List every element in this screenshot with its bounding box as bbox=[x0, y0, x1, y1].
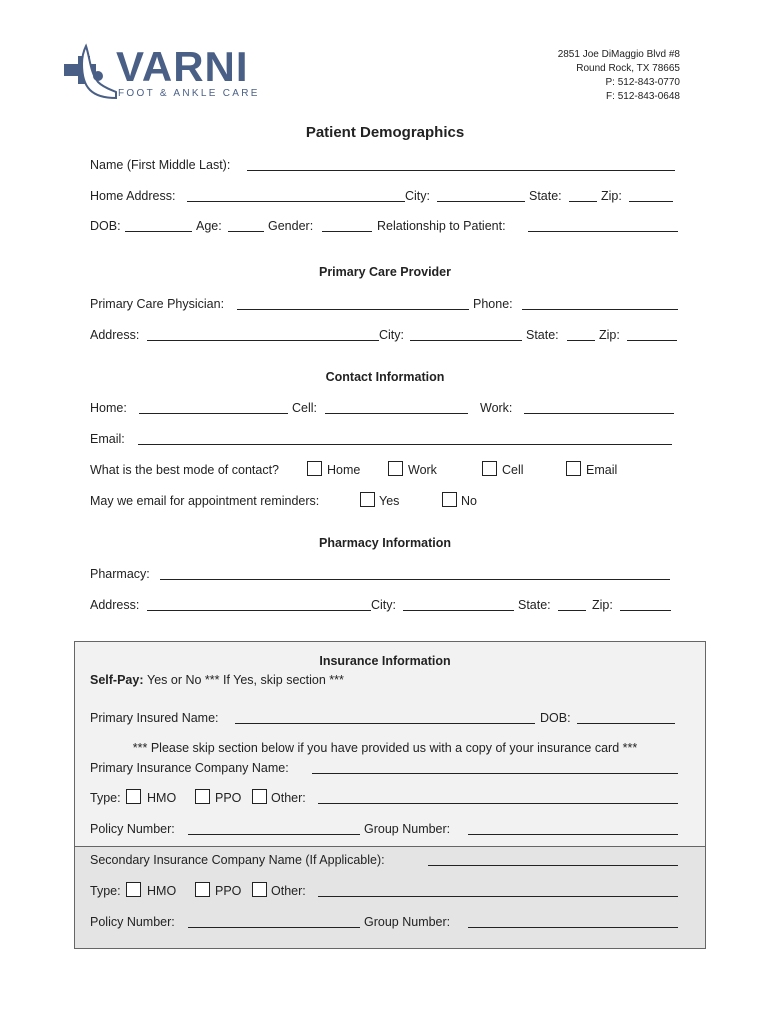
secondary-company-row bbox=[90, 852, 680, 870]
reminder-no-label: No bbox=[461, 494, 477, 508]
phone-label: Phone: bbox=[473, 297, 513, 311]
contact-home-label: Home bbox=[327, 463, 361, 477]
pcp-state-field[interactable] bbox=[567, 340, 595, 341]
pharmacy-city-field[interactable] bbox=[403, 610, 514, 611]
secondary-policy-field[interactable] bbox=[188, 927, 360, 928]
state-label: State: bbox=[529, 189, 562, 203]
primary-hmo-checkbox[interactable] bbox=[126, 789, 141, 804]
practice-address bbox=[558, 48, 680, 104]
reminder-question: May we email for appointment reminders: bbox=[90, 494, 320, 508]
primary-ppo-label: PPO bbox=[215, 791, 242, 805]
secondary-company-label: Secondary Insurance Company Name (If Applicable): bbox=[90, 853, 385, 867]
primary-policy-row bbox=[90, 821, 680, 839]
gender-label: Gender: bbox=[268, 219, 314, 233]
zip-field[interactable] bbox=[629, 201, 673, 202]
fax-line: F: 512-843-0648 bbox=[606, 91, 680, 102]
self-pay-label: Self-Pay: bbox=[90, 673, 144, 687]
foot-ankle-logo-icon bbox=[60, 42, 118, 104]
contact-work-label: Work bbox=[408, 463, 437, 477]
self-pay-text: Yes or No *** If Yes, skip section *** bbox=[147, 673, 344, 687]
insurance-heading: Insurance Information bbox=[319, 654, 451, 668]
pcp-zip-field[interactable] bbox=[627, 340, 677, 341]
secondary-ppo-checkbox[interactable] bbox=[195, 882, 210, 897]
logo-wordmark: VARNI bbox=[116, 43, 249, 90]
primary-group-field[interactable] bbox=[468, 834, 678, 835]
pcp-address-field[interactable] bbox=[147, 340, 379, 341]
zip-label: Zip: bbox=[601, 189, 622, 203]
city-field[interactable] bbox=[437, 201, 525, 202]
pharmacy-address-field[interactable] bbox=[147, 610, 371, 611]
pharmacy-zip-field[interactable] bbox=[620, 610, 671, 611]
skip-note: *** Please skip section below if you have provided us with a copy of your insurance card *** bbox=[132, 741, 638, 755]
contact-email-label: Email bbox=[586, 463, 618, 477]
primary-group-label: Group Number: bbox=[364, 822, 451, 836]
pharmacy-city-label: City: bbox=[371, 598, 396, 612]
primary-company-label: Primary Insurance Company Name: bbox=[90, 761, 289, 775]
primary-policy-field[interactable] bbox=[188, 834, 360, 835]
email-field[interactable] bbox=[138, 444, 672, 445]
pcp-zip-label: Zip: bbox=[599, 328, 620, 342]
reminder-row bbox=[90, 493, 680, 511]
pcp-address-row bbox=[90, 327, 680, 345]
secondary-other-label: Other: bbox=[271, 884, 306, 898]
reminder-yes-label: Yes bbox=[379, 494, 400, 508]
primary-insured-row bbox=[90, 710, 680, 728]
primary-company-row bbox=[90, 760, 680, 778]
pharmacy-address-label: Address: bbox=[90, 598, 140, 612]
insured-dob-field[interactable] bbox=[577, 723, 675, 724]
primary-type-row bbox=[90, 790, 680, 808]
home-address-label: Home Address: bbox=[90, 189, 176, 203]
contact-heading: Contact Information bbox=[325, 370, 445, 384]
phone-field[interactable] bbox=[522, 309, 678, 310]
pcp-city-field[interactable] bbox=[410, 340, 522, 341]
primary-care-heading: Primary Care Provider bbox=[318, 265, 451, 279]
work-phone-field[interactable] bbox=[524, 413, 674, 414]
pharmacy-state-field[interactable] bbox=[558, 610, 586, 611]
primary-ppo-checkbox[interactable] bbox=[195, 789, 210, 804]
practice-logo bbox=[60, 42, 270, 104]
secondary-type-row bbox=[90, 883, 680, 901]
secondary-company-field[interactable] bbox=[428, 865, 678, 866]
pharmacy-state-label: State: bbox=[518, 598, 551, 612]
pcp-address-label: Address: bbox=[90, 328, 140, 342]
secondary-hmo-label: HMO bbox=[147, 884, 177, 898]
page-title: Patient Demographics bbox=[305, 124, 465, 141]
primary-policy-label: Policy Number: bbox=[90, 822, 175, 836]
cell-phone-field[interactable] bbox=[325, 413, 468, 414]
city-label: City: bbox=[405, 189, 430, 203]
pharmacy-label: Pharmacy: bbox=[90, 567, 150, 581]
primary-other-label: Other: bbox=[271, 791, 306, 805]
logo-tagline: FOOT & ANKLE CARE bbox=[118, 88, 260, 99]
home-address-field[interactable] bbox=[187, 201, 405, 202]
pcp-state-label: State: bbox=[526, 328, 559, 342]
secondary-group-label: Group Number: bbox=[364, 915, 451, 929]
dob-label: DOB: bbox=[90, 219, 121, 233]
secondary-other-checkbox[interactable] bbox=[252, 882, 267, 897]
dob-field[interactable] bbox=[125, 231, 192, 232]
pharmacy-zip-label: Zip: bbox=[592, 598, 613, 612]
contact-mode-question: What is the best mode of contact? bbox=[90, 463, 279, 477]
pharmacy-row bbox=[90, 566, 680, 584]
phones-row bbox=[90, 400, 680, 418]
pharmacy-field[interactable] bbox=[160, 579, 670, 580]
secondary-group-field[interactable] bbox=[468, 927, 678, 928]
primary-company-field[interactable] bbox=[312, 773, 678, 774]
primary-hmo-label: HMO bbox=[147, 791, 177, 805]
address-line: 2851 Joe DiMaggio Blvd #8 bbox=[557, 49, 680, 60]
secondary-ppo-label: PPO bbox=[215, 884, 242, 898]
secondary-hmo-checkbox[interactable] bbox=[126, 882, 141, 897]
age-field[interactable] bbox=[228, 231, 264, 232]
reminder-no-checkbox[interactable] bbox=[442, 492, 457, 507]
contact-home-checkbox[interactable] bbox=[307, 461, 322, 476]
home-address-row bbox=[90, 188, 680, 206]
primary-other-checkbox[interactable] bbox=[252, 789, 267, 804]
contact-cell-label: Cell bbox=[502, 463, 524, 477]
pcp-city-label: City: bbox=[379, 328, 404, 342]
pharmacy-address-row bbox=[90, 597, 680, 615]
primary-insured-field[interactable] bbox=[235, 723, 535, 724]
home-phone-label: Home: bbox=[90, 401, 127, 415]
self-pay-row bbox=[90, 672, 680, 690]
cell-phone-label: Cell: bbox=[292, 401, 318, 415]
secondary-other-field[interactable] bbox=[318, 896, 678, 897]
contact-cell-checkbox[interactable] bbox=[482, 461, 497, 476]
email-label: Email: bbox=[90, 432, 125, 446]
home-phone-field[interactable] bbox=[139, 413, 288, 414]
address-line: Round Rock, TX 78665 bbox=[576, 63, 680, 74]
primary-other-field[interactable] bbox=[318, 803, 678, 804]
secondary-policy-label: Policy Number: bbox=[90, 915, 175, 929]
email-row bbox=[90, 431, 680, 449]
insured-dob-label: DOB: bbox=[540, 711, 571, 725]
physician-label: Primary Care Physician: bbox=[90, 297, 225, 311]
relationship-field[interactable] bbox=[528, 231, 678, 232]
contact-work-checkbox[interactable] bbox=[388, 461, 403, 476]
name-row bbox=[90, 157, 680, 175]
relationship-label: Relationship to Patient: bbox=[377, 219, 506, 233]
phone-line: P: 512-843-0770 bbox=[605, 77, 680, 88]
state-field[interactable] bbox=[569, 201, 597, 202]
primary-type-label: Type: bbox=[90, 791, 121, 805]
secondary-type-label: Type: bbox=[90, 884, 121, 898]
age-label: Age: bbox=[196, 219, 222, 233]
secondary-policy-row bbox=[90, 914, 680, 932]
name-field[interactable] bbox=[247, 170, 675, 171]
primary-insured-label: Primary Insured Name: bbox=[90, 711, 219, 725]
work-phone-label: Work: bbox=[480, 401, 513, 415]
physician-row bbox=[90, 296, 680, 314]
name-label: Name (First Middle Last): bbox=[90, 158, 231, 172]
physician-field[interactable] bbox=[237, 309, 469, 310]
reminder-yes-checkbox[interactable] bbox=[360, 492, 375, 507]
dob-row bbox=[90, 218, 680, 236]
gender-field[interactable] bbox=[322, 231, 372, 232]
contact-mode-row bbox=[90, 462, 680, 480]
contact-email-checkbox[interactable] bbox=[566, 461, 581, 476]
pharmacy-heading: Pharmacy Information bbox=[319, 536, 451, 550]
